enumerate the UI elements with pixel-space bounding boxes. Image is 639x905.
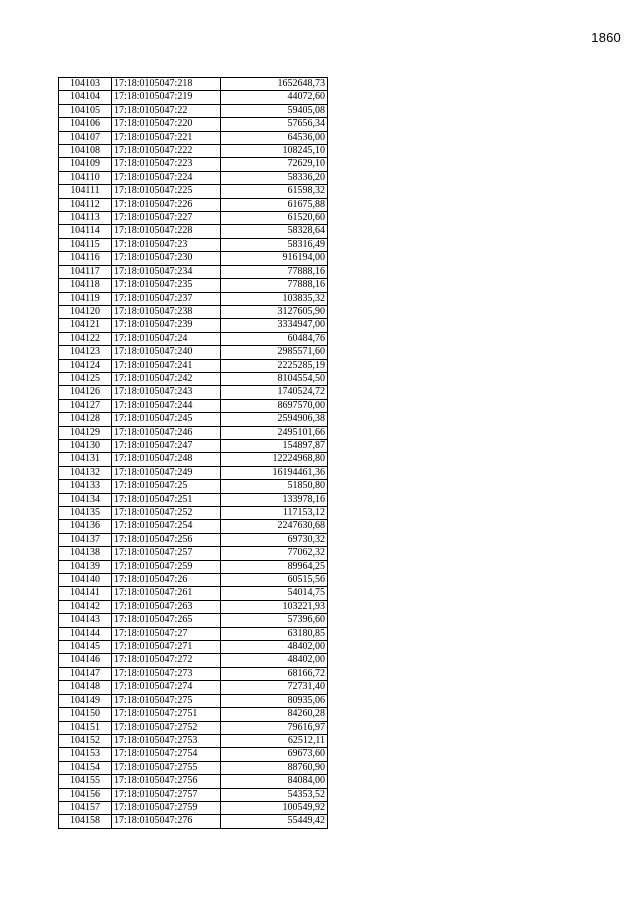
- row-number-cell: 104134: [59, 493, 112, 506]
- table-row: [59, 386, 328, 399]
- table-row: [59, 801, 328, 814]
- row-number-cell: 104113: [59, 212, 112, 225]
- value-cell: 68166,72: [221, 667, 328, 680]
- table-row: [59, 118, 328, 131]
- cadastral-number-cell: 17:18:0105047:227: [112, 212, 221, 225]
- table-row: [59, 413, 328, 426]
- cadastral-number-cell: 17:18:0105047:224: [112, 171, 221, 184]
- row-number-cell: 104111: [59, 185, 112, 198]
- row-number-cell: 104124: [59, 359, 112, 372]
- cadastral-number-cell: 17:18:0105047:261: [112, 587, 221, 600]
- row-number-cell: 104136: [59, 520, 112, 533]
- cadastral-value-table: [58, 77, 328, 829]
- table-row: [59, 708, 328, 721]
- cadastral-number-cell: 17:18:0105047:2755: [112, 761, 221, 774]
- cadastral-number-cell: 17:18:0105047:276: [112, 815, 221, 828]
- table-row: [59, 775, 328, 788]
- value-cell: 59405,08: [221, 104, 328, 117]
- value-cell: 2594906,38: [221, 413, 328, 426]
- row-number-cell: 104135: [59, 507, 112, 520]
- value-cell: 2495101,66: [221, 426, 328, 439]
- table-row: [59, 359, 328, 372]
- row-number-cell: 104121: [59, 319, 112, 332]
- cadastral-number-cell: 17:18:0105047:273: [112, 667, 221, 680]
- table-row: [59, 694, 328, 707]
- cadastral-number-cell: 17:18:0105047:2753: [112, 734, 221, 747]
- cadastral-number-cell: 17:18:0105047:2751: [112, 708, 221, 721]
- value-cell: 117153,12: [221, 507, 328, 520]
- row-number-cell: 104152: [59, 734, 112, 747]
- cadastral-number-cell: 17:18:0105047:223: [112, 158, 221, 171]
- cadastral-number-cell: 17:18:0105047:245: [112, 413, 221, 426]
- table-row: [59, 788, 328, 801]
- table-row: [59, 198, 328, 211]
- cadastral-number-cell: 17:18:0105047:248: [112, 453, 221, 466]
- table-row: [59, 533, 328, 546]
- table-row: [59, 399, 328, 412]
- table-row: [59, 78, 328, 91]
- cadastral-number-cell: 17:18:0105047:2757: [112, 788, 221, 801]
- table-row: [59, 305, 328, 318]
- cadastral-number-cell: 17:18:0105047:240: [112, 346, 221, 359]
- cadastral-number-cell: 17:18:0105047:257: [112, 547, 221, 560]
- value-cell: 77062,32: [221, 547, 328, 560]
- cadastral-number-cell: 17:18:0105047:241: [112, 359, 221, 372]
- table-row: [59, 547, 328, 560]
- table-row: [59, 131, 328, 144]
- row-number-cell: 104146: [59, 654, 112, 667]
- value-cell: 2247630,68: [221, 520, 328, 533]
- row-number-cell: 104120: [59, 305, 112, 318]
- row-number-cell: 104112: [59, 198, 112, 211]
- row-number-cell: 104142: [59, 600, 112, 613]
- value-cell: 54353,52: [221, 788, 328, 801]
- table-row: [59, 212, 328, 225]
- cadastral-number-cell: 17:18:0105047:225: [112, 185, 221, 198]
- value-cell: 8104554,50: [221, 372, 328, 385]
- table-row: [59, 480, 328, 493]
- row-number-cell: 104108: [59, 145, 112, 158]
- table-row: [59, 748, 328, 761]
- value-cell: 16194461,36: [221, 466, 328, 479]
- value-cell: 89964,25: [221, 560, 328, 573]
- table-row: [59, 614, 328, 627]
- table-row: [59, 279, 328, 292]
- cadastral-number-cell: 17:18:0105047:230: [112, 252, 221, 265]
- cadastral-number-cell: 17:18:0105047:23: [112, 238, 221, 251]
- table-row: [59, 426, 328, 439]
- value-cell: 103221,93: [221, 600, 328, 613]
- value-cell: 154897,87: [221, 439, 328, 452]
- cadastral-number-cell: 17:18:0105047:272: [112, 654, 221, 667]
- table-row: [59, 721, 328, 734]
- cadastral-number-cell: 17:18:0105047:251: [112, 493, 221, 506]
- table-row: [59, 265, 328, 278]
- value-cell: 80935,06: [221, 694, 328, 707]
- cadastral-number-cell: 17:18:0105047:2752: [112, 721, 221, 734]
- value-cell: 54014,75: [221, 587, 328, 600]
- value-cell: 57396,60: [221, 614, 328, 627]
- cadastral-number-cell: 17:18:0105047:221: [112, 131, 221, 144]
- value-cell: 3334947,00: [221, 319, 328, 332]
- row-number-cell: 104147: [59, 667, 112, 680]
- value-cell: 58316,49: [221, 238, 328, 251]
- value-cell: 133978,16: [221, 493, 328, 506]
- value-cell: 88760,90: [221, 761, 328, 774]
- value-cell: 2225285,19: [221, 359, 328, 372]
- value-cell: 58328,64: [221, 225, 328, 238]
- table-row: [59, 346, 328, 359]
- value-cell: 51850,80: [221, 480, 328, 493]
- row-number-cell: 104127: [59, 399, 112, 412]
- table-row: [59, 171, 328, 184]
- value-cell: 103835,32: [221, 292, 328, 305]
- value-cell: 55449,42: [221, 815, 328, 828]
- cadastral-number-cell: 17:18:0105047:259: [112, 560, 221, 573]
- value-cell: 61598,32: [221, 185, 328, 198]
- value-cell: 48402,00: [221, 641, 328, 654]
- table-row: [59, 332, 328, 345]
- cadastral-number-cell: 17:18:0105047:2759: [112, 801, 221, 814]
- table-row: [59, 225, 328, 238]
- value-cell: 3127605,90: [221, 305, 328, 318]
- value-cell: 77888,16: [221, 279, 328, 292]
- cadastral-number-cell: 17:18:0105047:2756: [112, 775, 221, 788]
- cadastral-number-cell: 17:18:0105047:235: [112, 279, 221, 292]
- cadastral-number-cell: 17:18:0105047:243: [112, 386, 221, 399]
- value-cell: 69730,32: [221, 533, 328, 546]
- table-row: [59, 520, 328, 533]
- row-number-cell: 104115: [59, 238, 112, 251]
- row-number-cell: 104148: [59, 681, 112, 694]
- value-cell: 1740524,72: [221, 386, 328, 399]
- value-cell: 60515,56: [221, 574, 328, 587]
- row-number-cell: 104129: [59, 426, 112, 439]
- value-cell: 916194,00: [221, 252, 328, 265]
- table-row: [59, 252, 328, 265]
- value-cell: 62512,11: [221, 734, 328, 747]
- cadastral-number-cell: 17:18:0105047:27: [112, 627, 221, 640]
- cadastral-number-cell: 17:18:0105047:219: [112, 91, 221, 104]
- cadastral-number-cell: 17:18:0105047:239: [112, 319, 221, 332]
- table-row: [59, 574, 328, 587]
- value-cell: 57656,34: [221, 118, 328, 131]
- cadastral-number-cell: 17:18:0105047:275: [112, 694, 221, 707]
- table-body: [59, 78, 328, 829]
- cadastral-number-cell: 17:18:0105047:22: [112, 104, 221, 117]
- value-cell: 61675,88: [221, 198, 328, 211]
- value-cell: 60484,76: [221, 332, 328, 345]
- value-cell: 12224968,80: [221, 453, 328, 466]
- row-number-cell: 104107: [59, 131, 112, 144]
- value-cell: 72629,10: [221, 158, 328, 171]
- cadastral-number-cell: 17:18:0105047:226: [112, 198, 221, 211]
- row-number-cell: 104150: [59, 708, 112, 721]
- table-row: [59, 145, 328, 158]
- cadastral-number-cell: 17:18:0105047:24: [112, 332, 221, 345]
- cadastral-number-cell: 17:18:0105047:274: [112, 681, 221, 694]
- value-cell: 100549,92: [221, 801, 328, 814]
- table-row: [59, 600, 328, 613]
- row-number-cell: 104106: [59, 118, 112, 131]
- table-row: [59, 587, 328, 600]
- table-row: [59, 507, 328, 520]
- table-row: [59, 654, 328, 667]
- row-number-cell: 104138: [59, 547, 112, 560]
- cadastral-number-cell: 17:18:0105047:228: [112, 225, 221, 238]
- row-number-cell: 104103: [59, 78, 112, 91]
- value-cell: 69673,60: [221, 748, 328, 761]
- row-number-cell: 104128: [59, 413, 112, 426]
- row-number-cell: 104125: [59, 372, 112, 385]
- cadastral-number-cell: 17:18:0105047:237: [112, 292, 221, 305]
- cadastral-number-cell: 17:18:0105047:244: [112, 399, 221, 412]
- value-cell: 79616,97: [221, 721, 328, 734]
- value-cell: 48402,00: [221, 654, 328, 667]
- row-number-cell: 104122: [59, 332, 112, 345]
- table-row: [59, 466, 328, 479]
- table-row: [59, 453, 328, 466]
- cadastral-number-cell: 17:18:0105047:252: [112, 507, 221, 520]
- cadastral-number-cell: 17:18:0105047:254: [112, 520, 221, 533]
- cadastral-number-cell: 17:18:0105047:234: [112, 265, 221, 278]
- cadastral-number-cell: 17:18:0105047:222: [112, 145, 221, 158]
- row-number-cell: 104132: [59, 466, 112, 479]
- row-number-cell: 104140: [59, 574, 112, 587]
- value-cell: 64536,00: [221, 131, 328, 144]
- cadastral-number-cell: 17:18:0105047:256: [112, 533, 221, 546]
- cadastral-number-cell: 17:18:0105047:265: [112, 614, 221, 627]
- table-row: [59, 560, 328, 573]
- row-number-cell: 104149: [59, 694, 112, 707]
- value-cell: 77888,16: [221, 265, 328, 278]
- table-row: [59, 761, 328, 774]
- row-number-cell: 104119: [59, 292, 112, 305]
- row-number-cell: 104156: [59, 788, 112, 801]
- cadastral-number-cell: 17:18:0105047:242: [112, 372, 221, 385]
- cadastral-number-cell: 17:18:0105047:263: [112, 600, 221, 613]
- table-row: [59, 493, 328, 506]
- table-row: [59, 681, 328, 694]
- row-number-cell: 104104: [59, 91, 112, 104]
- row-number-cell: 104153: [59, 748, 112, 761]
- table-row: [59, 439, 328, 452]
- value-cell: 8697570,00: [221, 399, 328, 412]
- row-number-cell: 104114: [59, 225, 112, 238]
- row-number-cell: 104105: [59, 104, 112, 117]
- value-cell: 1652648,73: [221, 78, 328, 91]
- table-row: [59, 815, 328, 828]
- row-number-cell: 104145: [59, 641, 112, 654]
- row-number-cell: 104154: [59, 761, 112, 774]
- value-cell: 84260,28: [221, 708, 328, 721]
- cadastral-number-cell: 17:18:0105047:246: [112, 426, 221, 439]
- table-row: [59, 104, 328, 117]
- row-number-cell: 104157: [59, 801, 112, 814]
- row-number-cell: 104141: [59, 587, 112, 600]
- cadastral-number-cell: 17:18:0105047:2754: [112, 748, 221, 761]
- row-number-cell: 104133: [59, 480, 112, 493]
- row-number-cell: 104116: [59, 252, 112, 265]
- table-row: [59, 372, 328, 385]
- table-row: [59, 185, 328, 198]
- value-cell: 72731,40: [221, 681, 328, 694]
- table-row: [59, 734, 328, 747]
- value-cell: 63180,85: [221, 627, 328, 640]
- row-number-cell: 104110: [59, 171, 112, 184]
- cadastral-number-cell: 17:18:0105047:247: [112, 439, 221, 452]
- value-cell: 2985571,60: [221, 346, 328, 359]
- row-number-cell: 104117: [59, 265, 112, 278]
- row-number-cell: 104131: [59, 453, 112, 466]
- cadastral-number-cell: 17:18:0105047:218: [112, 78, 221, 91]
- row-number-cell: 104151: [59, 721, 112, 734]
- table-row: [59, 627, 328, 640]
- row-number-cell: 104118: [59, 279, 112, 292]
- table-row: [59, 641, 328, 654]
- row-number-cell: 104130: [59, 439, 112, 452]
- value-cell: 61520,60: [221, 212, 328, 225]
- row-number-cell: 104158: [59, 815, 112, 828]
- cadastral-number-cell: 17:18:0105047:26: [112, 574, 221, 587]
- value-cell: 58336,20: [221, 171, 328, 184]
- cadastral-number-cell: 17:18:0105047:220: [112, 118, 221, 131]
- row-number-cell: 104139: [59, 560, 112, 573]
- cadastral-number-cell: 17:18:0105047:238: [112, 305, 221, 318]
- value-cell: 44072,60: [221, 91, 328, 104]
- value-cell: 108245,10: [221, 145, 328, 158]
- cadastral-number-cell: 17:18:0105047:249: [112, 466, 221, 479]
- row-number-cell: 104155: [59, 775, 112, 788]
- row-number-cell: 104123: [59, 346, 112, 359]
- page-number: 1860: [591, 30, 621, 45]
- table-row: [59, 292, 328, 305]
- row-number-cell: 104126: [59, 386, 112, 399]
- cadastral-number-cell: 17:18:0105047:271: [112, 641, 221, 654]
- table-row: [59, 667, 328, 680]
- table-row: [59, 158, 328, 171]
- table-row: [59, 238, 328, 251]
- row-number-cell: 104144: [59, 627, 112, 640]
- value-cell: 84084,00: [221, 775, 328, 788]
- row-number-cell: 104137: [59, 533, 112, 546]
- table-row: [59, 319, 328, 332]
- row-number-cell: 104109: [59, 158, 112, 171]
- cadastral-number-cell: 17:18:0105047:25: [112, 480, 221, 493]
- table-row: [59, 91, 328, 104]
- row-number-cell: 104143: [59, 614, 112, 627]
